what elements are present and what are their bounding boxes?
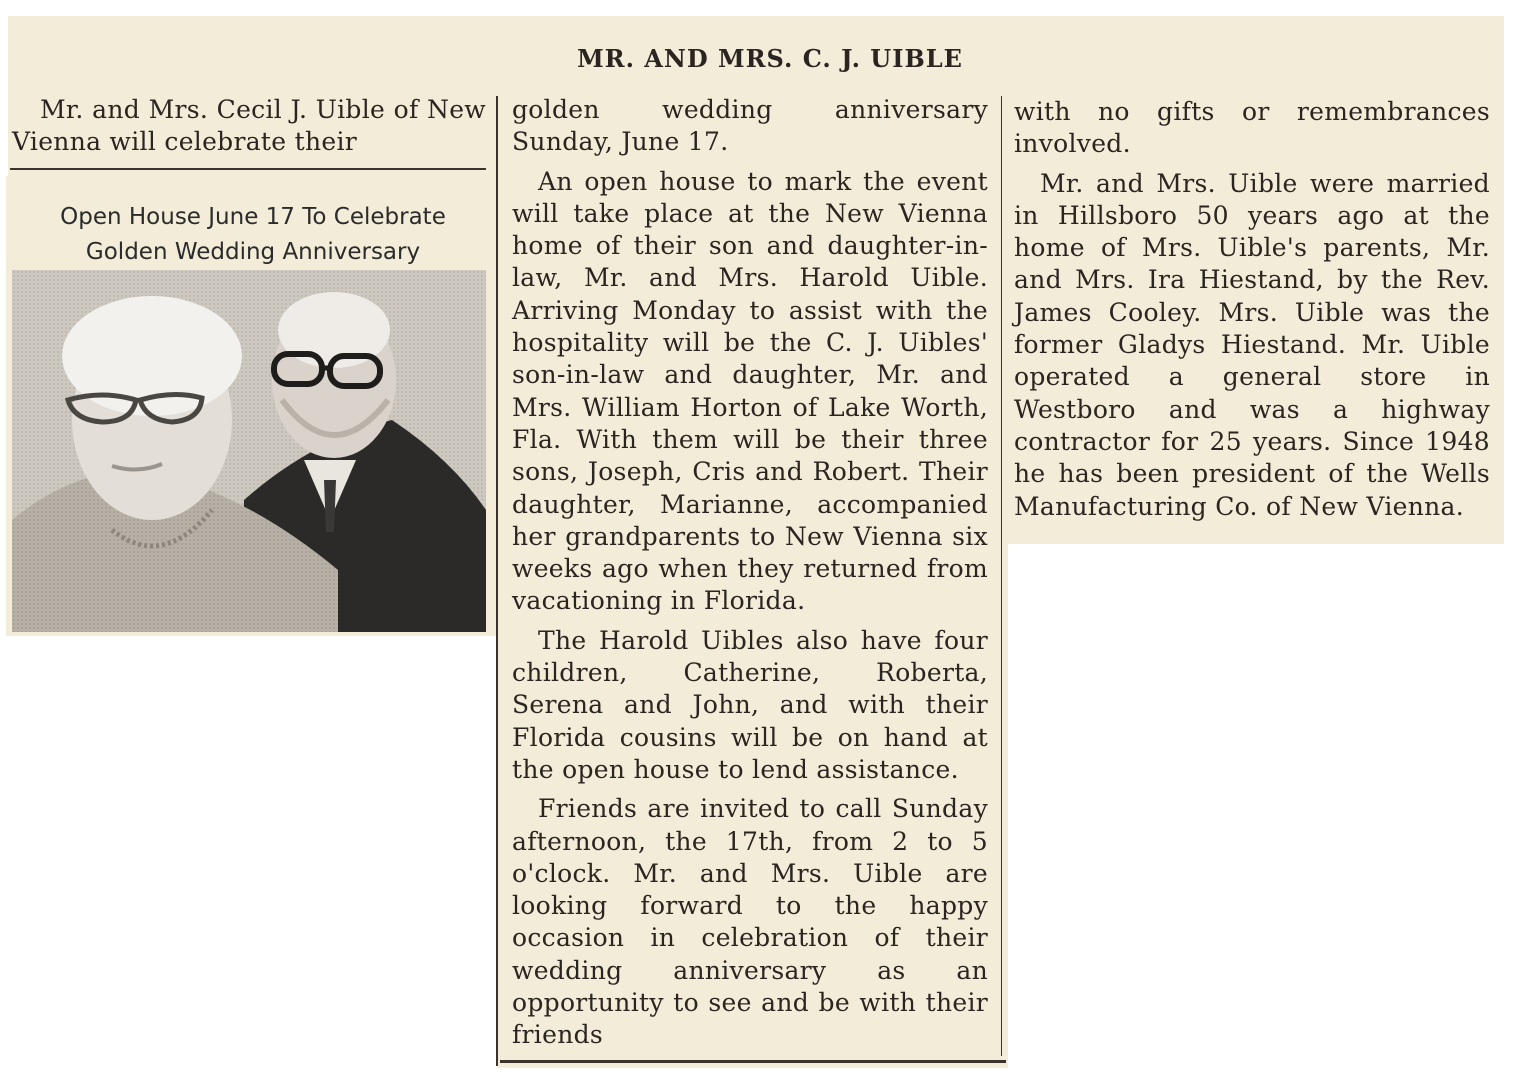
caption-line-1: Open House June 17 To Celebrate bbox=[60, 204, 446, 230]
column-2 bbox=[512, 94, 988, 1059]
caption-line-2: Golden Wedding Anniversary bbox=[85, 239, 421, 265]
column-2-paragraph-0: golden wedding anniversary Sunday, June 17. bbox=[512, 95, 988, 157]
photo-caption bbox=[18, 200, 488, 270]
column-3-paragraph-1: Mr. and Mrs. Uible were married in Hillsboro 50 years ago at the home of Mrs. Uible's parents, Mr. and Mrs. Ira Hiestand, by the Rev. James Cooley. Mrs. Uible was the former Gladys Hiestand. Mr. Uible operated a general store in Westboro and was a highway contractor for 25 years. Since 1948 he has been president of the Wells Manufacturing Co. of New Vienna. bbox=[1014, 168, 1490, 521]
couple-portrait-icon bbox=[12, 270, 486, 632]
column-3-paragraph-0: with no gifts or remembrances involved. bbox=[1014, 97, 1490, 159]
couple-photo bbox=[12, 270, 486, 632]
column-rule-left bbox=[496, 96, 498, 1066]
lead-paragraph bbox=[12, 94, 486, 166]
bottom-rule bbox=[500, 1060, 1006, 1063]
column-2-paragraph-3: Friends are invited to call Sunday afternoon, the 17th, from 2 to 5 o'clock. Mr. and Mrs. Uible are looking forward to the happy occasion in celebration of their wedding anniversary as an opportunity to see and be with their friends bbox=[512, 794, 988, 1050]
column-rule-right bbox=[1001, 96, 1002, 1056]
headline: MR. AND MRS. C. J. UIBLE bbox=[577, 44, 963, 73]
lead-divider bbox=[10, 168, 486, 170]
column-2-paragraph-1: An open house to mark the event will take place at the New Vienna home of their son and daughter-in-law, Mr. and Mrs. Harold Uible. Arriving Monday to assist with the hospitality will be the C. J. Uibles' son-in-law and daughter, Mr. and Mrs. William Horton of Lake Worth, Fla. With them will be their three sons, Joseph, Cris and Robert. Their daughter, Marianne, accompanied her grandparents to New Vienna six weeks ago when they returned from vacationing in Florida. bbox=[512, 166, 988, 616]
column-3 bbox=[1014, 96, 1490, 530]
lead-text: Mr. and Mrs. Cecil J. Uible of New Vienna will celebrate their bbox=[12, 95, 486, 157]
column-2-paragraph-2: The Harold Uibles also have four children, Catherine, Roberta, Serena and John, and with their Florida cousins will be on hand at the open house to lend assistance. bbox=[512, 625, 988, 784]
